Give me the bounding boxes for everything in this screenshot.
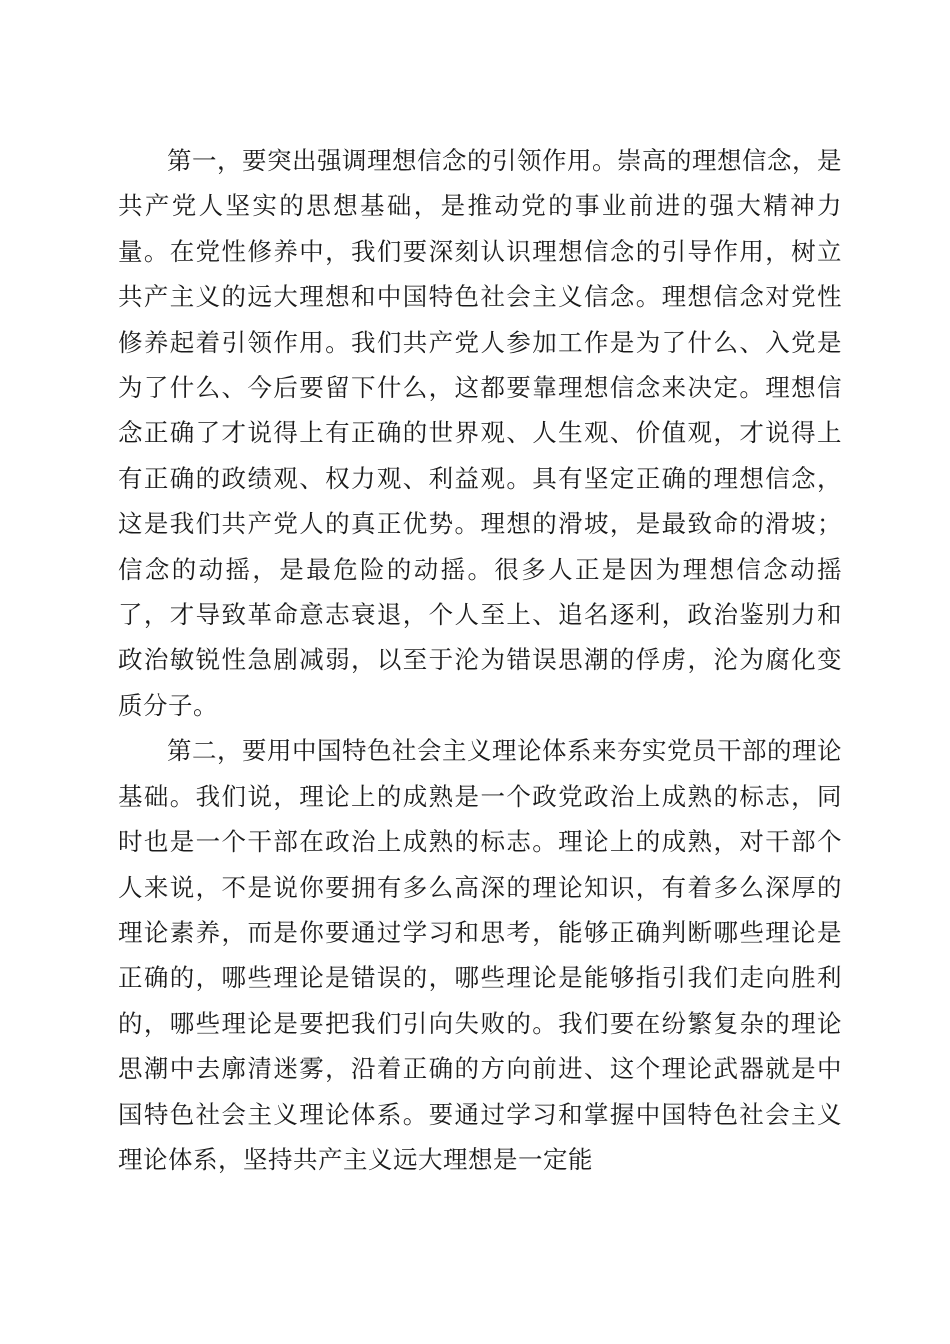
paragraph-second-lead: 第二，要用中国特色社会主义理论体系来夯实党员干部的理论基础。 (118, 736, 842, 811)
document-page (118, 138, 842, 1182)
paragraph-first-lead: 第一，要突出强调理想信念的引领作用。 (167, 146, 617, 175)
paragraph-second (118, 728, 842, 1182)
paragraph-second-body: 我们说，理论上的成熟是一个政党政治上成熟的标志，同时也是一个干部在政治上成熟的标志。理论上的成熟，对干部个人来说，不是说你要拥有多么高深的理论知识，有着多么深厚的理论素养，而是你要通过学习和思考，能够正确判断哪些理论是正确的，哪些理论是错误的，哪些理论是能够指引我们走向胜利的，哪些理论是要把我们引向失败的。我们要在纷繁复杂的理论思潮中去廓清迷雾，沿着正确的方向前进、这个理论武器就是中国特色社会主义理论体系。要通过学习和掌握中国特色社会主义理论体系，坚持共产主义远大理想是一定能 (118, 781, 843, 1174)
paragraph-first-body: 崇高的理想信念，是共产党人坚实的思想基础，是推动党的事业前进的强大精神力量。在党性修养中，我们要深刻认识理想信念的引导作用，树立共产主义的远大理想和中国特色社会主义信念。理想信念对党性修养起着引领作用。我们共产党人参加工作是为了什么、入党是为了什么、今后要留下什么，这都要靠理想信念来决定。理想信念正确了才说得上有正确的世界观、人生观、价值观，才说得上有正确的政绩观、权力观、利益观。具有坚定正确的理想信念，这是我们共产党人的真正优势。理想的滑坡，是最致命的滑坡；信念的动摇，是最危险的动摇。很多人正是因为理想信念动摇了，才导致革命意志衰退，个人至上、追名逐利，政治鉴别力和政治敏锐性急剧减弱，以至于沦为错误思潮的俘虏，沦为腐化变质分子。 (118, 146, 842, 720)
paragraph-first (118, 138, 842, 728)
